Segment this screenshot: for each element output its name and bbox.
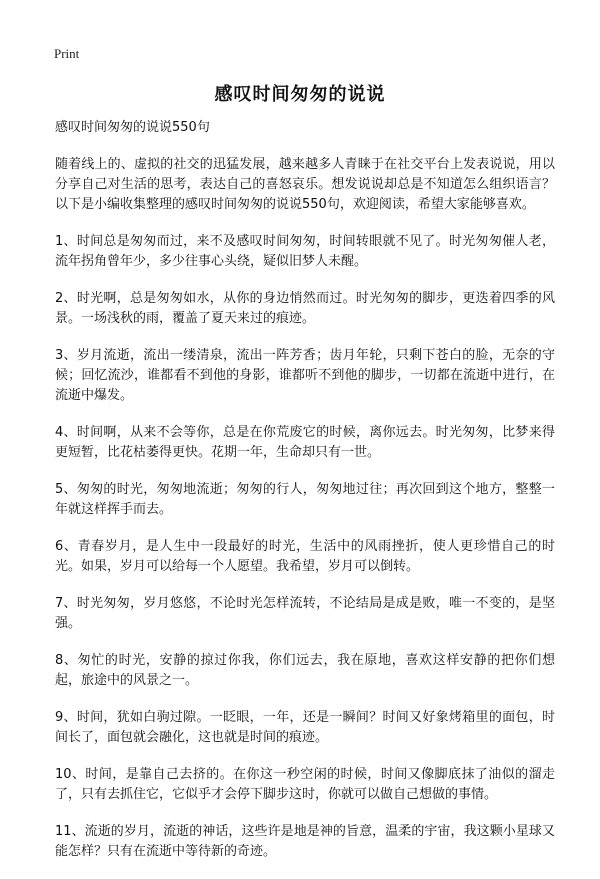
list-item: 3、岁月流逝，流出一缕清泉，流出一阵芳香；齿月年轮，只剩下苍白的脸，无奈的守候；回忆流沙，谁都看不到他的身影，谁都听不到他的脚步，一切都在流逝中进行，在流逝中爆发。 [55, 348, 555, 403]
list-item: 2、时光啊，总是匆匆如水，从你的身边悄然而过。时光匆匆的脚步，更迭着四季的风景。一场浅秋的雨，覆盖了夏天来过的痕迹。 [55, 291, 555, 326]
list-item: 1、时间总是匆匆而过，来不及感叹时间匆匆，时间转眼就不见了。时光匆匆催人老，流年拐角曾年少，多少往事心头绕，疑似旧梦人未醒。 [55, 234, 555, 269]
page-title: 感叹时间匆匆的说说 [214, 84, 386, 105]
print-link[interactable]: Print [54, 46, 80, 61]
list-item: 8、匆忙的时光，安静的掠过你我，你们远去，我在原地，喜欢这样安静的把你们想起，旅途中的风景之一。 [55, 653, 555, 688]
intro-paragraph: 随着线上的、虚拟的社交的迅猛发展，越来越多人青睐于在社交平台上发表说说，用以分享自己对生活的思考，表达自己的喜怒哀乐。想发说说却总是不知道怎么组织语言？以下是小编收集整理的感叹时间匆匆的说说550句，欢迎阅读，希望大家能够喜欢。 [55, 157, 555, 212]
list-item: 7、时光匆匆，岁月悠悠，不论时光怎样流转，不论结局是成是败，唯一不变的，是坚强。 [55, 596, 555, 631]
list-item: 9、时间，犹如白驹过隙。一眨眼，一年，还是一瞬间？时间又好象烤箱里的面包，时间长了，面包就会融化，这也就是时间的痕迹。 [55, 710, 555, 745]
list-item: 4、时间啊，从来不会等你，总是在你荒废它的时候，离你远去。时光匆匆，比梦来得更短暂，比花枯萎得更快。花期一年，生命却只有一世。 [55, 425, 555, 460]
article-body [55, 118, 555, 879]
list-item: 11、流逝的岁月，流逝的神话，这些许是地是神的旨意，温柔的宇宙，我这颗小星球又能怎样？只有在流逝中等待新的奇迹。 [55, 824, 555, 859]
list-item: 10、时间，是靠自己去挤的。在你这一秒空闲的时候，时间又像脚底抹了油似的溜走了，只有去抓住它，它似乎才会停下脚步这时，你就可以做自己想做的事情。 [55, 767, 555, 802]
article-subtitle: 感叹时间匆匆的说说550句 [55, 120, 210, 135]
list-item: 6、青春岁月，是人生中一段最好的时光，生活中的风雨挫折，使人更珍惜自己的时光。如果，岁月可以给每一个人愿望。我希望，岁月可以倒转。 [55, 539, 555, 574]
list-item: 5、匆匆的时光，匆匆地流逝；匆匆的行人，匆匆地过往；再次回到这个地方，整整一年就这样挥手而去。 [55, 482, 555, 517]
